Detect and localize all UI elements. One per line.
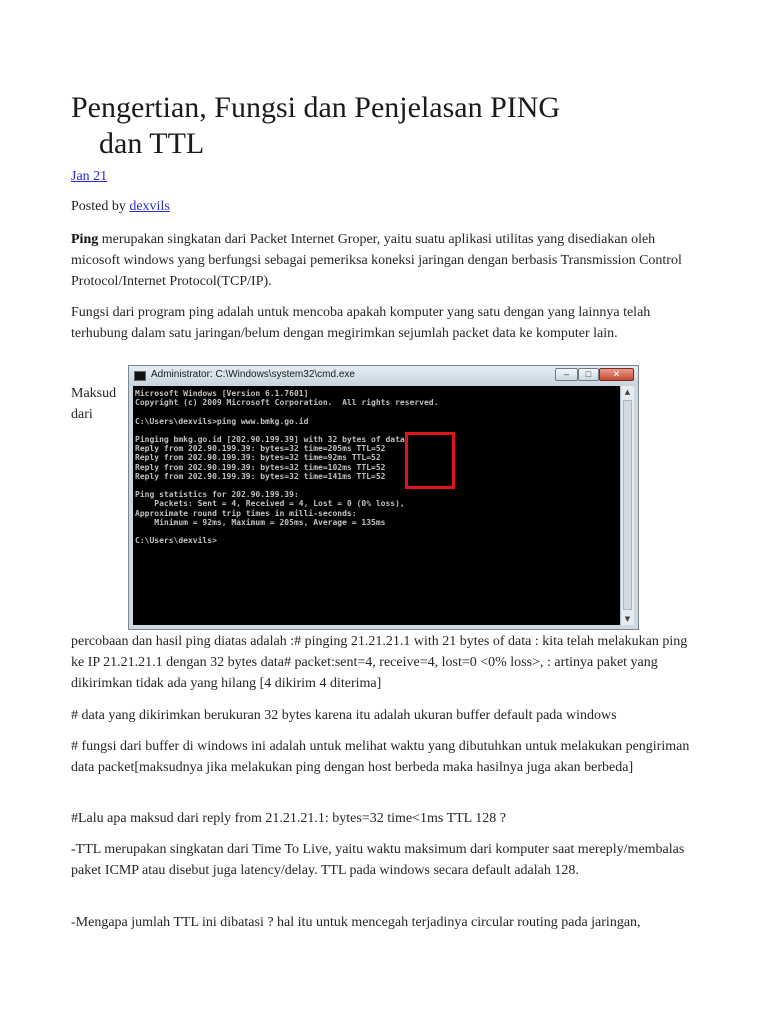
minimize-icon: – [555, 368, 578, 381]
side-text [71, 383, 116, 425]
maximize-icon: □ [578, 368, 599, 381]
side-text-line-1: Maksud [71, 386, 117, 401]
post-date-link[interactable]: Jan 21 [71, 169, 108, 184]
paragraph-buffer-function: # fungsi dari buffer di windows ini adalah untuk melihat waktu yang dibutuhkan untuk melakukan pengiriman data packet[maksudnya jika melakukan ping dengan host berbeda maka hasilnya juga akan berbeda] [71, 739, 690, 775]
post-title-line-1: Pengertian, Fungsi dan Penjelasan PING [71, 91, 561, 124]
author-link[interactable]: dexvils [129, 199, 170, 214]
ttl-highlight-box [405, 432, 455, 489]
side-text-line-2: dari [71, 407, 93, 422]
post-title-line-2: dan TTL [99, 127, 205, 160]
byline [71, 199, 170, 215]
paragraph-reply-question: #Lalu apa maksud dari reply from 21.21.21.1: bytes=32 time<1ms TTL 128 ? [71, 811, 506, 826]
paragraph-ttl-definition: -TTL merupakan singkatan dari Time To Live, yaitu waktu maksimum dari komputer saat mereply/membalas paket ICMP atau disebut juga latency/delay. TTL pada windows secara default adalah 128. [71, 842, 685, 878]
byline-prefix: Posted by [71, 199, 126, 214]
cmd-window-screenshot [128, 365, 639, 630]
close-icon: ✕ [599, 368, 634, 381]
paragraph-ping-definition [71, 229, 701, 292]
cmd-app-icon [134, 371, 146, 381]
cmd-console [133, 386, 620, 625]
paragraph-ping-result: percobaan dan hasil ping diatas adalah :# pinging 21.21.21.1 with 21 bytes of data : kita telah melakukan ping ke IP 21.21.21.1 dengan 32 bytes data# packet:sent=4, receive=4, lost=0 <0% loss>, : artinya paket yang dikirimkan tidak ada yang hilang [4 dikirim 4 diterima] [71, 634, 688, 691]
scrollbar-thumb [623, 400, 632, 610]
cmd-scrollbar [620, 386, 634, 625]
paragraph-ping-function: Fungsi dari program ping adalah untuk mencoba apakah komputer yang satu dengan yang lainnya telah terhubung dalam satu jaringan/belum dengan megirimkan sejumlah packet data ke komputer lain. [71, 305, 651, 341]
ping-bold-term: Ping [71, 232, 99, 247]
scroll-up-icon: ▲ [624, 388, 631, 396]
cmd-titlebar [129, 366, 638, 386]
ping-definition-text: merupakan singkatan dari Packet Internet Groper, yaitu suatu aplikasi utilitas yang disediakan oleh micosoft windows yang berfungsi sebagai pemeriksa koneksi jaringan dengan berbasis Transmission Control Protocol/Internet Protocol(TCP/IP). [71, 232, 682, 289]
paragraph-ttl-limit: -Mengapa jumlah TTL ini dibatasi ? hal itu untuk mencegah terjadinya circular routing pada jaringan, [71, 915, 641, 930]
cmd-window-title: Administrator: C:\Windows\system32\cmd.exe [151, 369, 355, 380]
paragraph-buffer-size: # data yang dikirimkan berukuran 32 bytes karena itu adalah ukuran buffer default pada windows [71, 708, 617, 723]
post-title [71, 90, 560, 162]
console-output: Microsoft Windows [Version 6.1.7601] Copyright (c) 2009 Microsoft Corporation. All rights reserved. C:\Users\dexvils>ping www.bmkg.go.id Pinging bmkg.go.id [202.90.199.39] with 32 bytes of data: Reply from 202.90.199.39: bytes=32 time=205ms TTL=52 Reply from 202.90.199.39: bytes=32 time=92ms TTL=52 Reply from 202.90.199.39: bytes=32 time=102ms TTL=52 Reply from 202.90.199.39: bytes=32 time=141ms TTL=52 Ping statistics for 202.90.199.39: Packets: Sent = 4, Received = 4, Lost = 0 (0% loss), Approximate round trip times in milli-seconds: Minimum = 92ms, Maximum = 205ms, Average = 135ms C:\Users\dexvils> [135, 389, 439, 546]
scroll-down-icon: ▼ [624, 615, 631, 623]
